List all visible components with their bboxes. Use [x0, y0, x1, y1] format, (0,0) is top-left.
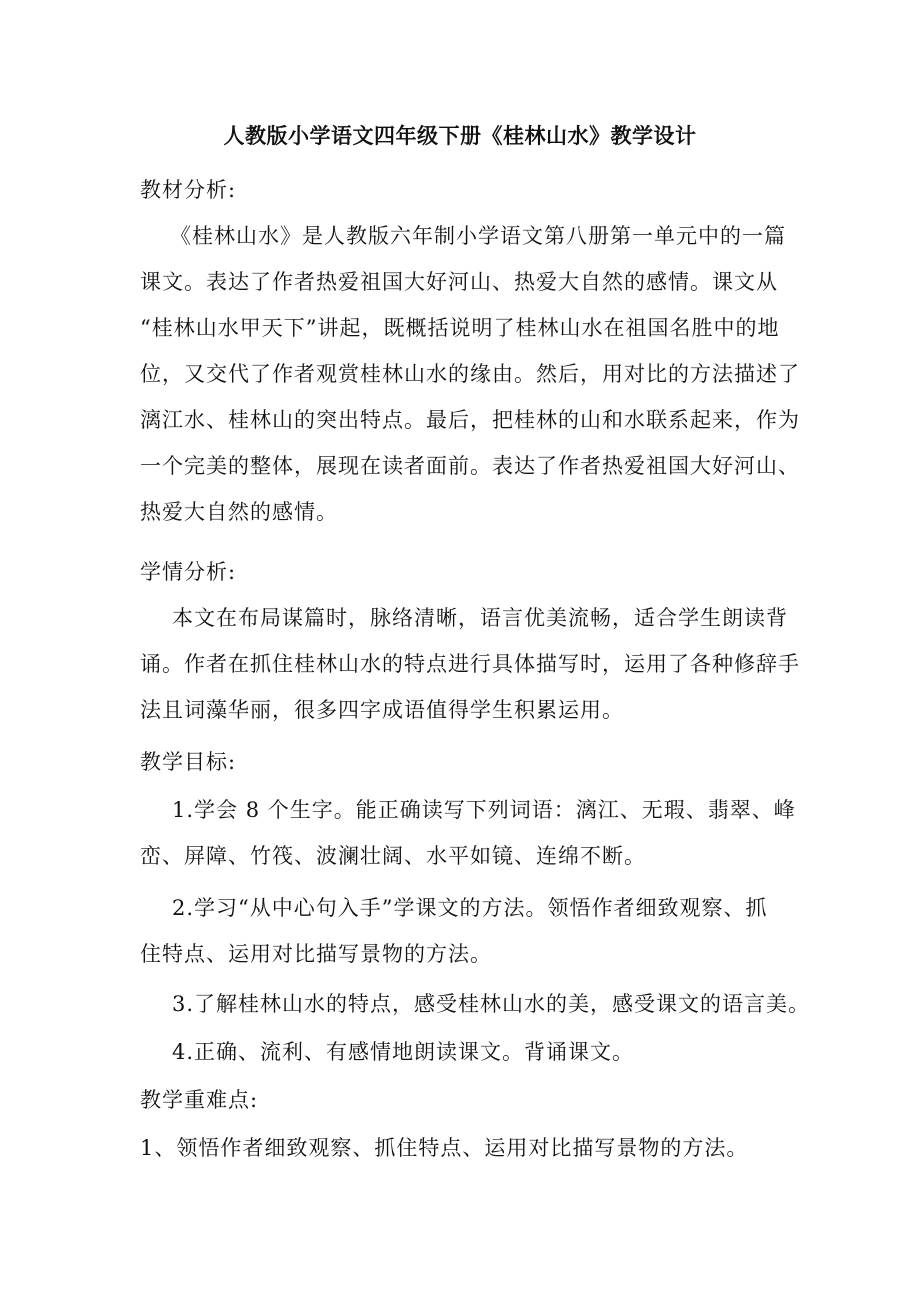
paragraph-line: 一个完美的整体，展现在读者面前。表达了作者热爱祖国大好河山、	[140, 454, 800, 478]
goal-item: 1.学会 8 个生字。能正确读写下列词语：漓江、无瑕、翡翠、峰	[172, 798, 796, 822]
paragraph-line: 位，又交代了作者观赏桂林山水的缘由。然后，用对比的方法描述了	[140, 362, 800, 386]
key-point-item: 1、领悟作者细致观察、抓住特点、运用对比描写景物的方法。	[140, 1136, 749, 1160]
document-title: 人教版小学语文四年级下册《桂林山水》教学设计	[223, 123, 697, 148]
goal-item: 住特点、运用对比描写景物的方法。	[140, 942, 492, 966]
paragraph-line: 法且词藻华丽，很多四字成语值得学生积累运用。	[140, 698, 624, 722]
goal-item: 峦、屏障、竹筏、波澜壮阔、水平如镜、连绵不断。	[140, 844, 646, 868]
paragraph-line: 诵。作者在抓住桂林山水的特点进行具体描写时，运用了各种修辞手	[140, 652, 800, 676]
goal-item: 3.了解桂林山水的特点，感受桂林山水的美，感受课文的语言美。	[172, 992, 811, 1016]
section-heading-student-analysis: 学情分析:	[140, 560, 237, 584]
goal-item: 2.学习“从中心句入手”学课文的方法。领悟作者细致观察、抓	[172, 896, 768, 920]
paragraph-line: 本文在布局谋篇时，脉络清晰，语言优美流畅，适合学生朗读背	[172, 606, 788, 630]
goal-item: 4.正确、流利、有感情地朗读课文。背诵课文。	[172, 1040, 635, 1064]
paragraph-line: “桂林山水甲天下”讲起，既概括说明了桂林山水在祖国名胜中的地	[140, 316, 780, 340]
section-heading-material-analysis: 教材分析:	[140, 178, 237, 202]
paragraph-line: 《桂林山水》是人教版六年制小学语文第八册第一单元中的一篇	[170, 224, 786, 248]
paragraph-line: 漓江水、桂林山的突出特点。最后，把桂林的山和水联系起来，作为	[140, 408, 800, 432]
section-heading-key-points: 教学重难点:	[140, 1088, 259, 1112]
paragraph-line: 课文。表达了作者热爱祖国大好河山、热爱大自然的感情。课文从	[140, 270, 778, 294]
section-heading-teaching-goals: 教学目标:	[140, 750, 237, 774]
paragraph-line: 热爱大自然的感情。	[140, 500, 338, 524]
